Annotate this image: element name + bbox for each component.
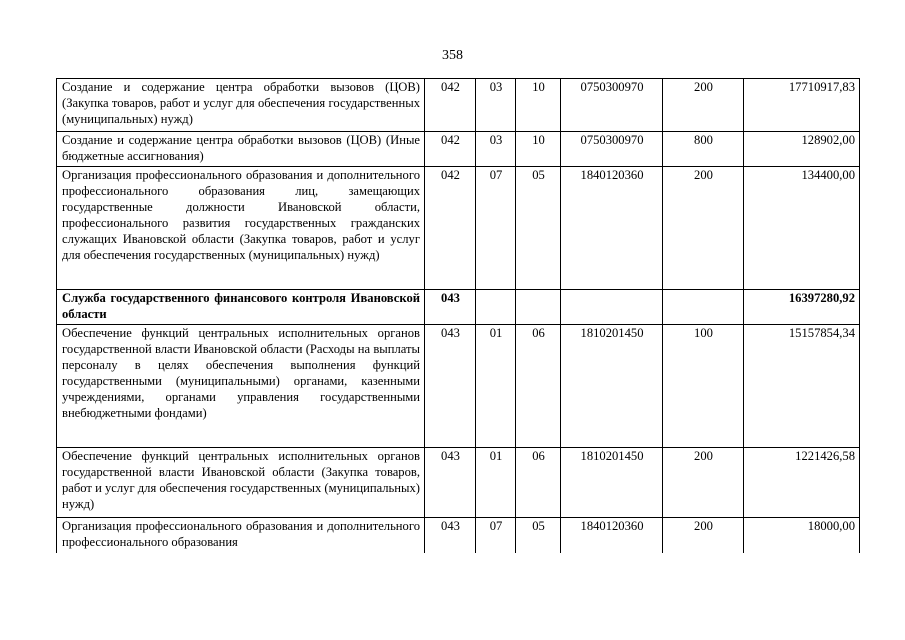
row-pr: 06: [516, 325, 561, 448]
row-ved: 043: [425, 290, 476, 325]
row-rz: 03: [476, 132, 516, 167]
row-ved: 042: [425, 79, 476, 132]
row-csr: 0750300970: [561, 132, 663, 167]
row-csr: [561, 290, 663, 325]
row-sum: 15157854,34: [744, 325, 860, 448]
row-rz: 01: [476, 325, 516, 448]
row-name: Создание и содержание центра обработки вызовов (ЦОВ) (Иные бюджетные ассигнования): [57, 132, 425, 167]
row-vr: 200: [663, 518, 744, 553]
row-sum: 18000,00: [744, 518, 860, 553]
row-ved: 043: [425, 448, 476, 518]
table-row: [57, 79, 860, 132]
row-name: Служба государственного финансового контроля Ивановской области: [57, 290, 425, 325]
row-vr: 200: [663, 79, 744, 132]
row-rz: [476, 290, 516, 325]
row-pr: 06: [516, 448, 561, 518]
table-row: [57, 448, 860, 518]
row-ved: 043: [425, 518, 476, 553]
row-csr: 1840120360: [561, 518, 663, 553]
row-rz: 07: [476, 167, 516, 290]
row-rz: 07: [476, 518, 516, 553]
table-row: [57, 132, 860, 167]
row-sum: 1221426,58: [744, 448, 860, 518]
row-rz: 01: [476, 448, 516, 518]
row-pr: [516, 290, 561, 325]
row-pr: 10: [516, 132, 561, 167]
row-csr: 1840120360: [561, 167, 663, 290]
row-sum: 128902,00: [744, 132, 860, 167]
table-row: [57, 290, 860, 325]
row-name: Организация профессионального образования и дополнительного профессионального образования: [57, 518, 425, 553]
row-vr: [663, 290, 744, 325]
row-rz: 03: [476, 79, 516, 132]
row-pr: 05: [516, 167, 561, 290]
row-sum: 17710917,83: [744, 79, 860, 132]
row-ved: 043: [425, 325, 476, 448]
row-csr: 0750300970: [561, 79, 663, 132]
budget-table: [56, 78, 860, 553]
row-csr: 1810201450: [561, 325, 663, 448]
row-vr: 800: [663, 132, 744, 167]
row-vr: 200: [663, 167, 744, 290]
row-vr: 100: [663, 325, 744, 448]
page-number: 358: [442, 48, 463, 63]
table-row: [57, 167, 860, 290]
row-csr: 1810201450: [561, 448, 663, 518]
table-row: [57, 518, 860, 553]
row-pr: 10: [516, 79, 561, 132]
row-name: Обеспечение функций центральных исполнительных органов государственной власти Ивановской области (Расходы на выплаты персоналу в целях обеспечения выполнения функций государственными (муниципальными) органами, казенными учреждениями, органами управления государственными внебюджетными фондами): [57, 325, 425, 448]
table-row: [57, 325, 860, 448]
row-sum: 134400,00: [744, 167, 860, 290]
row-pr: 05: [516, 518, 561, 553]
row-ved: 042: [425, 132, 476, 167]
row-sum: 16397280,92: [744, 290, 860, 325]
row-vr: 200: [663, 448, 744, 518]
row-name: Организация профессионального образования и дополнительного профессионального образования лиц, замещающих государственные должности Ивановской области, профессионального развития государственных гражданских служащих Ивановской области (Закупка товаров, работ и услуг для обеспечения государственных (муниципальных) нужд): [57, 167, 425, 290]
row-name: Обеспечение функций центральных исполнительных органов государственной власти Ивановской области (Закупка товаров, работ и услуг для обеспечения государственных (муниципальных) нужд): [57, 448, 425, 518]
row-ved: 042: [425, 167, 476, 290]
row-name: Создание и содержание центра обработки вызовов (ЦОВ) (Закупка товаров, работ и услуг для обеспечения государственных (муниципальных) нужд): [57, 79, 425, 132]
